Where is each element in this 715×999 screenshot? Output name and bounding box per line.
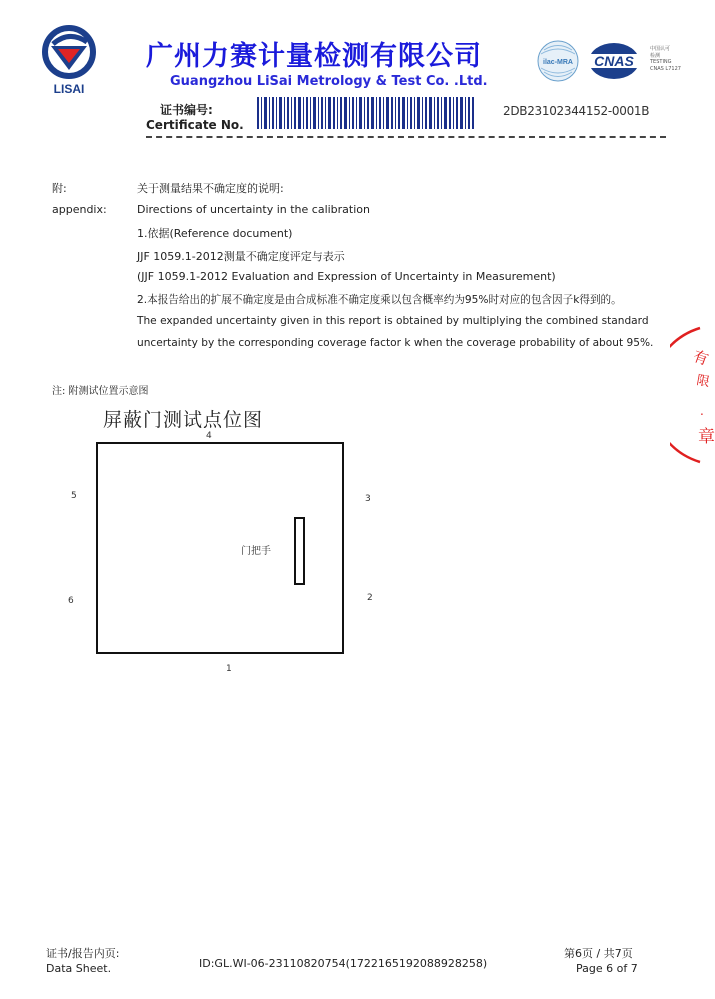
door-handle-label: 门把手 xyxy=(241,546,271,557)
door-handle xyxy=(294,517,305,585)
company-name-en: Guangzhou LiSai Metrology & Test Co. .Ltd. xyxy=(170,74,488,89)
appendix-label-en: appendix: xyxy=(52,203,107,216)
test-point-4: 4 xyxy=(206,431,212,441)
cnas-icon xyxy=(588,42,640,80)
svg-text:ilac-MRA: ilac-MRA xyxy=(543,59,573,66)
footer-label-en: Data Sheet. xyxy=(46,962,112,975)
header-divider xyxy=(146,136,666,138)
appendix-line: 2.本报告给出的扩展不确定度是由合成标准不确定度乘以包含概率约为95%时对应的包含因子k得到的。 xyxy=(137,294,622,306)
appendix-title-cn: 关于测量结果不确定度的说明: xyxy=(137,182,284,195)
seal-icon xyxy=(670,320,715,470)
appendix-label-cn: 附: xyxy=(52,182,67,195)
cnas-line-4: CNAS L7127 xyxy=(650,65,681,72)
test-point-3: 3 xyxy=(365,494,371,504)
cnas-logo xyxy=(588,42,640,80)
appendix-line: The expanded uncertainty given in this report is obtained by multiplying the combined standard xyxy=(137,315,649,327)
ilac-mra-icon xyxy=(537,40,579,82)
svg-text:章: 章 xyxy=(698,427,715,447)
page-indicator-cn: 第6页 / 共7页 xyxy=(564,947,633,960)
certificate-label-en: Certificate No. xyxy=(146,118,244,132)
footer-label-cn: 证书/报告内页: xyxy=(46,947,120,960)
diagram-title: 屏蔽门测试点位图 xyxy=(103,409,264,431)
svg-text:.: . xyxy=(700,404,704,418)
lisai-logo xyxy=(38,24,100,96)
company-name-cn: 广州力赛计量检测有限公司 xyxy=(146,41,482,72)
svg-text:CNAS: CNAS xyxy=(594,53,634,69)
certificate-label-cn: 证书编号: xyxy=(160,103,213,117)
certificate-number: 2DB23102344152-0001B xyxy=(503,104,650,118)
page-indicator-en: Page 6 of 7 xyxy=(576,962,638,975)
lisai-logo-icon xyxy=(38,24,100,96)
cnas-line-1: 中国认可 xyxy=(650,46,671,52)
test-point-6: 6 xyxy=(68,596,74,606)
barcode-icon xyxy=(257,97,474,129)
test-point-2: 2 xyxy=(367,593,373,603)
svg-text:限: 限 xyxy=(695,373,711,391)
footer-document-id: ID:GL.WI-06-23110820754(1722165192088928258) xyxy=(199,957,488,970)
cnas-accreditation-text xyxy=(650,46,681,72)
appendix-line: uncertainty by the corresponding coverage factor k when the coverage probability of about 95%. xyxy=(137,337,654,349)
cnas-line-2: 检测 xyxy=(650,52,661,59)
appendix-line: (JJF 1059.1-2012 Evaluation and Expression of Uncertainty in Measurement) xyxy=(137,270,556,283)
appendix-title-en: Directions of uncertainty in the calibration xyxy=(137,203,370,216)
svg-text:有: 有 xyxy=(690,346,711,369)
appendix-line: 1.依据(Reference document) xyxy=(137,227,293,240)
ilac-mra-logo xyxy=(537,40,579,82)
certificate-barcode xyxy=(257,97,474,129)
cnas-line-3: TESTING xyxy=(650,59,672,65)
svg-text:LISAI: LISAI xyxy=(53,82,85,96)
shielded-door-outline xyxy=(96,442,344,654)
appendix-line: JJF 1059.1-2012测量不确定度评定与表示 xyxy=(137,250,345,263)
note-label: 注: 附测试位置示意图 xyxy=(52,386,149,397)
test-point-1: 1 xyxy=(226,664,232,674)
test-point-5: 5 xyxy=(71,491,77,501)
company-seal-stamp xyxy=(670,320,715,470)
